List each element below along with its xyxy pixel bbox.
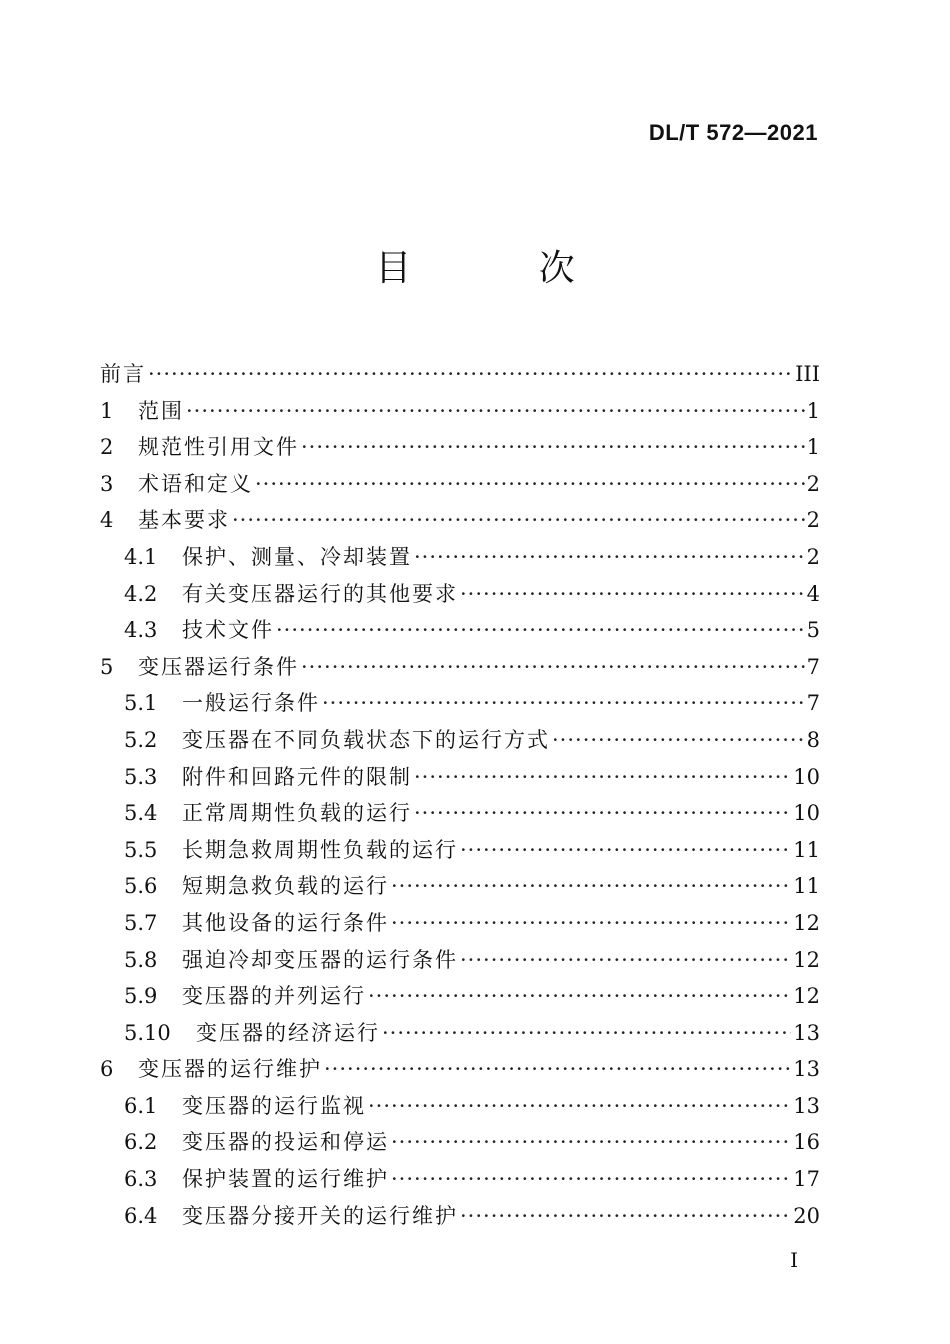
toc-entry-page: 8 (806, 727, 820, 752)
toc-dot-leader (391, 1161, 791, 1198)
toc-entry-number: 4 (100, 508, 114, 533)
toc-entry-number: 5.5 (124, 837, 158, 862)
toc-dot-leader (460, 1198, 791, 1235)
toc-dot-leader (414, 759, 791, 796)
toc-entry-title: 基本要求 (138, 508, 230, 533)
toc-entry-number: 5.3 (124, 764, 158, 789)
toc-entry-title: 正常周期性负载的运行 (182, 801, 412, 826)
toc-dot-leader (552, 722, 805, 759)
toc-dot-leader (391, 1124, 791, 1161)
toc-entry-page: 4 (806, 581, 820, 606)
toc-entry-title: 规范性引用文件 (138, 435, 299, 460)
toc-entry-number: 4.3 (124, 618, 158, 643)
toc-entry[interactable] (100, 502, 820, 539)
toc-dot-leader (382, 1015, 791, 1052)
toc-dot-leader (460, 832, 791, 869)
toc-entry-page: 20 (793, 1203, 820, 1228)
toc-entry-title: 术语和定义 (138, 471, 253, 496)
toc-dot-leader (414, 795, 791, 832)
toc-entry[interactable] (100, 393, 820, 430)
toc-entry-page: 16 (793, 1130, 820, 1155)
toc-entry[interactable] (100, 1051, 820, 1088)
toc-entry-number: 5.4 (124, 801, 158, 826)
toc-entry-title: 其他设备的运行条件 (182, 910, 389, 935)
toc-entry[interactable] (100, 1161, 820, 1198)
toc-entry-title: 强迫冷却变压器的运行条件 (182, 947, 458, 972)
toc-entry-page: 7 (806, 654, 820, 679)
toc-entry-number: 6 (100, 1057, 114, 1082)
toc-entry[interactable] (100, 1198, 820, 1235)
toc-entry[interactable] (100, 832, 820, 869)
toc-entry-page: 10 (793, 764, 820, 789)
toc-entry-page: 11 (793, 837, 820, 862)
toc-entry[interactable] (100, 1088, 820, 1125)
toc-entry-page: 13 (793, 1093, 820, 1118)
page-title: 目 次 (375, 248, 633, 289)
toc-dot-leader (186, 393, 805, 430)
toc-entry-page: 12 (793, 947, 820, 972)
toc-entry[interactable] (100, 942, 820, 979)
toc-entry-number: 6.3 (124, 1167, 158, 1192)
toc-dot-leader (391, 868, 791, 905)
toc-entry-page: 7 (806, 691, 820, 716)
toc-entry-number: 5.9 (124, 984, 158, 1009)
toc-entry[interactable] (100, 612, 820, 649)
toc-entry-page: 11 (793, 874, 820, 899)
document-code: DL/T 572—2021 (648, 120, 818, 145)
toc-entry-number: 3 (100, 471, 114, 496)
toc-entry-number: 5.2 (124, 727, 158, 752)
toc-entry-title: 变压器运行条件 (138, 654, 299, 679)
toc-entry-title: 技术文件 (182, 618, 274, 643)
toc-dot-leader (322, 685, 805, 722)
toc-entry-title: 变压器的运行维护 (138, 1057, 322, 1082)
toc-entry-number: 5 (100, 654, 114, 679)
toc-entry[interactable] (100, 795, 820, 832)
toc-entry-title: 变压器分接开关的运行维护 (182, 1203, 458, 1228)
toc-entry[interactable] (100, 722, 820, 759)
toc-entry-number: 1 (100, 398, 114, 423)
toc-entry-page: III (795, 362, 820, 386)
toc-entry-number: 5.10 (124, 1020, 171, 1045)
toc-entry[interactable] (100, 356, 820, 393)
toc-entry-page: 2 (806, 544, 820, 569)
toc-entry-title: 保护装置的运行维护 (182, 1167, 389, 1192)
toc-entry-title: 变压器的运行监视 (182, 1093, 366, 1118)
toc-dot-leader (391, 905, 791, 942)
toc-dot-leader (460, 576, 805, 613)
toc-entry[interactable] (100, 429, 820, 466)
toc-entry-title: 范围 (138, 398, 184, 423)
toc-dot-leader (368, 1088, 791, 1125)
toc-entry-title: 短期急救负载的运行 (182, 874, 389, 899)
toc-entry-page: 2 (806, 508, 820, 533)
toc-entry-title: 变压器的投运和停运 (182, 1130, 389, 1155)
toc-entry[interactable] (100, 466, 820, 503)
toc-entry[interactable] (100, 1015, 820, 1052)
toc-entry-page: 13 (793, 1057, 820, 1082)
toc-entry-number: 5.8 (124, 947, 158, 972)
toc-entry-number: 4.1 (124, 544, 158, 569)
toc-entry-number: 4.2 (124, 581, 158, 606)
toc-entry-page: 12 (793, 910, 820, 935)
table-of-contents (100, 356, 820, 1234)
toc-entry-page: 10 (793, 801, 820, 826)
toc-entry[interactable] (100, 759, 820, 796)
toc-entry-page: 2 (806, 471, 820, 496)
toc-entry-number: 6.1 (124, 1093, 158, 1118)
toc-entry[interactable] (100, 685, 820, 722)
toc-dot-leader (301, 649, 805, 686)
page-number: I (790, 1248, 798, 1272)
toc-entry-title: 前言 (100, 362, 146, 386)
toc-entry-title: 附件和回路元件的限制 (182, 764, 412, 789)
toc-dot-leader (232, 502, 805, 539)
toc-dot-leader (324, 1051, 791, 1088)
toc-entry-title: 一般运行条件 (182, 691, 320, 716)
toc-entry-title: 变压器的经济运行 (196, 1020, 380, 1045)
toc-dot-leader (414, 539, 805, 576)
toc-entry-page: 12 (793, 984, 820, 1009)
toc-entry-number: 2 (100, 435, 114, 460)
toc-entry[interactable] (100, 539, 820, 576)
toc-entry-number: 6.4 (124, 1203, 158, 1228)
toc-entry-number: 5.6 (124, 874, 158, 899)
toc-entry[interactable] (100, 978, 820, 1015)
toc-entry-title: 有关变压器运行的其他要求 (182, 581, 458, 606)
toc-entry-page: 1 (806, 398, 820, 423)
toc-dot-leader (301, 429, 805, 466)
toc-entry-number: 6.2 (124, 1130, 158, 1155)
toc-entry-page: 5 (806, 618, 820, 643)
toc-dot-leader (255, 466, 805, 503)
toc-dot-leader (276, 612, 805, 649)
toc-entry-number: 5.1 (124, 691, 158, 716)
toc-entry-page: 1 (806, 435, 820, 460)
toc-entry-title: 保护、测量、冷却装置 (182, 544, 412, 569)
toc-dot-leader (148, 356, 793, 393)
toc-dot-leader (368, 978, 791, 1015)
toc-entry[interactable] (100, 868, 820, 905)
toc-entry-title: 变压器在不同负载状态下的运行方式 (182, 727, 550, 752)
toc-entry-page: 17 (793, 1167, 820, 1192)
toc-entry[interactable] (100, 576, 820, 613)
toc-entry-number: 5.7 (124, 910, 158, 935)
toc-entry[interactable] (100, 1124, 820, 1161)
toc-entry-title: 长期急救周期性负载的运行 (182, 837, 458, 862)
toc-entry-title: 变压器的并列运行 (182, 984, 366, 1009)
toc-dot-leader (460, 942, 791, 979)
toc-entry-page: 13 (793, 1020, 820, 1045)
toc-entry[interactable] (100, 649, 820, 686)
toc-entry[interactable] (100, 905, 820, 942)
